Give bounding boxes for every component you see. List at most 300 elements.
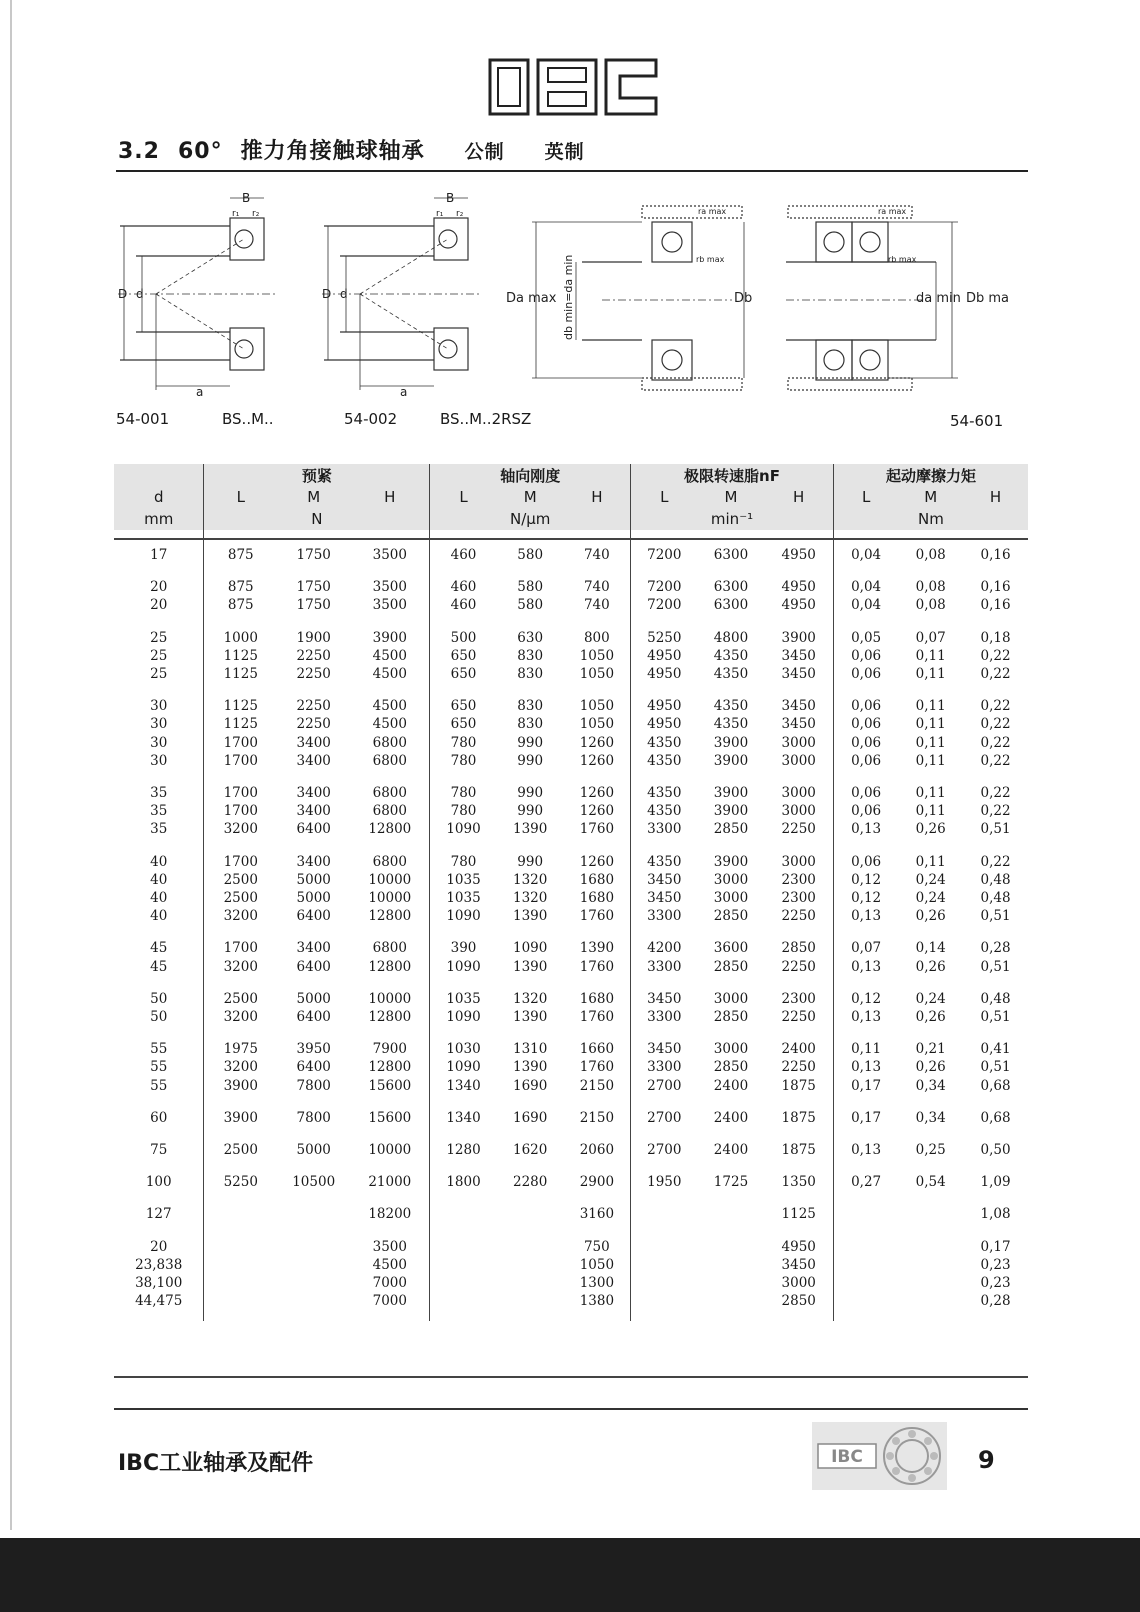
table-cell: 0,23 [980, 1275, 1011, 1292]
table-cell: 0,41 [980, 1041, 1011, 1058]
fig1-code: 54-001 [116, 410, 170, 428]
table-cell: 390 [430, 925, 497, 957]
table-cell [698, 1292, 765, 1320]
header-M: M [497, 486, 564, 508]
header-d: d [114, 486, 204, 508]
table-cell: 0,51 [980, 908, 1011, 925]
table-cell: 1700 [204, 802, 277, 820]
table-cell: 6400 [296, 821, 331, 838]
table-cell: 1030 [430, 1026, 497, 1058]
header-L: L [204, 486, 277, 508]
cell-d: 55 [150, 1041, 168, 1058]
table-cell [898, 1191, 963, 1223]
table-cell: 0,04 [833, 564, 898, 596]
table-cell [430, 1191, 497, 1223]
header-row-group [114, 464, 1028, 486]
table-cell: 6400 [296, 958, 331, 975]
table-cell: 0,11 [833, 1026, 898, 1058]
table-cell: 0,06 [833, 683, 898, 715]
table-cell: 0,06 [833, 802, 898, 820]
table-cell: 740 [583, 579, 610, 596]
table-cell: 4800 [713, 629, 749, 646]
table-cell: 12800 [368, 958, 412, 975]
table-cell: 2250 [296, 647, 331, 664]
cell-d: 25 [150, 629, 168, 646]
table-cell: 2250 [296, 716, 331, 733]
table-row [114, 1292, 1028, 1320]
table-cell: 1690 [513, 1109, 548, 1126]
table-row [114, 665, 1028, 683]
table-cell: 0,22 [980, 853, 1011, 870]
table-cell: 2400 [713, 1109, 749, 1126]
table-cell: 0,11 [915, 752, 946, 769]
table-cell: 6300 [713, 547, 749, 563]
header-axial-stiffness: 轴向刚度 [430, 464, 631, 486]
cell-d: 50 [150, 990, 168, 1007]
table-cell: 3900 [713, 734, 749, 751]
label-B: B [446, 191, 455, 205]
table-cell: 2850 [713, 908, 749, 925]
table-cell: 1090 [430, 907, 497, 925]
table-row [114, 715, 1028, 733]
table-cell: 3000 [781, 785, 816, 802]
table-cell: 0,48 [980, 890, 1011, 907]
table-cell [833, 1224, 898, 1256]
table-row [114, 1274, 1028, 1292]
table-cell: 1090 [430, 958, 497, 976]
table-cell: 0,11 [915, 716, 946, 733]
table-cell [204, 1292, 277, 1320]
table-cell: 2060 [579, 1142, 615, 1159]
label-a: a [196, 385, 204, 399]
table-cell: 1390 [513, 821, 548, 838]
fig2-code: 54-002 [344, 410, 398, 428]
table-cell: 3500 [372, 579, 407, 596]
table-cell: 4950 [631, 683, 698, 715]
table-cell: 0,07 [915, 629, 946, 646]
table-cell [631, 1292, 698, 1320]
table-cell: 0,51 [980, 958, 1011, 975]
label-d: d [136, 287, 144, 301]
table-cell: 6800 [372, 734, 407, 751]
table-cell: 2850 [781, 940, 816, 957]
table-cell: 0,13 [833, 1127, 898, 1159]
table-cell: 2500 [204, 976, 277, 1008]
table-cell: 6300 [713, 579, 749, 596]
table-cell: 2500 [204, 889, 277, 907]
table-cell: 1035 [430, 889, 497, 907]
table-cell: 2850 [713, 821, 749, 838]
cell-d: 30 [150, 716, 168, 733]
table-cell: 15600 [368, 1109, 412, 1126]
table-cell: 7800 [296, 1077, 331, 1094]
section-title [118, 134, 603, 165]
header-M: M [277, 486, 350, 508]
table-cell: 6800 [372, 752, 407, 769]
table-cell: 3450 [631, 871, 698, 889]
table-cell: 1050 [579, 666, 615, 683]
table-cell: 1875 [781, 1077, 816, 1094]
table-cell: 1090 [430, 1008, 497, 1026]
table-cell: 460 [430, 530, 497, 564]
table-cell: 3300 [631, 907, 698, 925]
label-r2: r₂ [252, 209, 260, 219]
table-cell: 10000 [368, 1142, 412, 1159]
table-cell: 0,14 [915, 940, 946, 957]
ibc-logo [488, 56, 658, 118]
table-cell: 0,22 [980, 716, 1011, 733]
header-M: M [898, 486, 963, 508]
table-cell: 1690 [513, 1077, 548, 1094]
table-cell: 0,28 [980, 1293, 1011, 1310]
cell-d: 20 [150, 1238, 168, 1255]
table-cell: 0,16 [980, 597, 1011, 614]
table-cell: 830 [517, 716, 544, 733]
cell-d: 30 [150, 734, 168, 751]
table-row [114, 889, 1028, 907]
table-cell: 0,17 [833, 1077, 898, 1095]
table-cell: 6400 [296, 1059, 331, 1076]
table-cell: 7000 [372, 1293, 407, 1310]
header-friction-torque: 起动摩擦力矩 [833, 464, 1028, 486]
table-cell: 1750 [296, 547, 331, 563]
table-row [114, 1256, 1028, 1274]
table-cell: 4500 [372, 647, 407, 664]
table-cell: 780 [430, 802, 497, 820]
table-cell: 1090 [430, 820, 497, 838]
header-H: H [764, 486, 833, 508]
scan-edge [10, 0, 12, 1530]
table-cell: 3450 [781, 716, 816, 733]
table-cell: 990 [517, 785, 544, 802]
table-cell: 1390 [513, 1009, 548, 1026]
header-H: H [963, 486, 1028, 508]
table-cell: 1340 [430, 1095, 497, 1127]
section-angle: 60° [177, 139, 223, 164]
table-cell: 0,28 [980, 940, 1011, 957]
table-cell [277, 1224, 350, 1256]
header-H: H [350, 486, 430, 508]
table-cell: 4500 [372, 716, 407, 733]
table-cell: 875 [204, 530, 277, 564]
label-d: d [340, 287, 348, 301]
table-cell: 3400 [296, 940, 331, 957]
header-unit-torque: Nm [833, 508, 1028, 530]
table-cell: 0,22 [980, 647, 1011, 664]
cell-d: 25 [150, 647, 168, 664]
cell-d: 100 [145, 1174, 172, 1191]
table-cell: 3900 [204, 1077, 277, 1095]
table-cell: 3900 [204, 1095, 277, 1127]
label-r1: r₁ [232, 209, 240, 219]
table-cell: 2250 [781, 1009, 816, 1026]
table-cell: 0,17 [833, 1095, 898, 1127]
table-cell: 500 [430, 615, 497, 647]
table-cell: 6800 [372, 853, 407, 870]
table-cell: 1750 [296, 579, 331, 596]
table-row [114, 802, 1028, 820]
table-cell: 650 [430, 683, 497, 715]
table-cell: 3200 [204, 907, 277, 925]
section-number: 3.2 [118, 139, 160, 164]
cell-d: 55 [150, 1059, 168, 1076]
table-row [114, 683, 1028, 715]
table-cell: 2850 [781, 1293, 816, 1310]
header-L: L [833, 486, 898, 508]
table-cell: 1300 [579, 1275, 615, 1292]
table-cell: 1035 [430, 871, 497, 889]
cell-d: 55 [150, 1077, 168, 1094]
table-cell: 0,51 [980, 821, 1011, 838]
label-B: B [242, 191, 251, 205]
table-cell: 12800 [368, 821, 412, 838]
table-cell: 2250 [296, 666, 331, 683]
label-ra-max: ra max [698, 207, 727, 216]
table-cell: 4350 [713, 666, 749, 683]
table-cell: 740 [583, 547, 610, 563]
table-row [114, 1095, 1028, 1127]
table-cell: 1760 [579, 958, 615, 975]
header-row-sub [114, 486, 1028, 508]
table-cell: 0,11 [915, 853, 946, 870]
table-cell: 0,06 [833, 839, 898, 871]
table-cell: 830 [517, 698, 544, 715]
table-row [114, 1191, 1028, 1223]
table-cell: 1620 [513, 1142, 548, 1159]
table-cell: 1260 [579, 803, 615, 820]
bearing-drawing-54-002 [322, 190, 482, 400]
cell-d: 38,100 [135, 1275, 183, 1292]
metric-label: 公制 [464, 141, 505, 163]
table-cell [277, 1256, 350, 1274]
table-cell: 650 [430, 647, 497, 665]
table-cell: 0,24 [915, 990, 946, 1007]
table-cell: 2850 [713, 1009, 749, 1026]
section-heading: 推力角接触球轴承 [240, 139, 425, 164]
table-cell: 990 [517, 734, 544, 751]
table-cell: 6800 [372, 785, 407, 802]
table-cell: 0,06 [833, 734, 898, 752]
table-cell: 6400 [296, 908, 331, 925]
table-row [114, 530, 1028, 564]
header-unit-N: N [204, 508, 430, 530]
table-cell: 1390 [513, 958, 548, 975]
label-db-min: db min=da min [562, 254, 575, 340]
bearing-drawing-54-001 [118, 190, 278, 400]
table-cell: 0,13 [833, 958, 898, 976]
table-cell: 3400 [296, 853, 331, 870]
cell-d: 45 [150, 958, 168, 975]
cell-d: 44,475 [135, 1293, 183, 1310]
header-speed-limit: 极限转速脂nF [631, 464, 834, 486]
imperial-label: 英制 [544, 141, 585, 163]
mounting-drawing-single [506, 200, 762, 400]
table-cell: 3900 [713, 785, 749, 802]
table-cell: 2150 [579, 1077, 615, 1094]
header-H: H [564, 486, 631, 508]
table-cell: 3300 [631, 1058, 698, 1076]
cell-d: 20 [150, 579, 168, 596]
cell-d: 127 [145, 1206, 172, 1223]
cell-d: 40 [150, 890, 168, 907]
table-cell: 4950 [781, 597, 816, 614]
table-cell: 3600 [713, 940, 749, 957]
fig1-type: BS..M.. [222, 410, 274, 428]
table-cell: 1090 [513, 940, 548, 957]
label-rb-max: rb max [696, 255, 725, 264]
table-cell: 3900 [713, 853, 749, 870]
table-cell: 1660 [579, 1041, 615, 1058]
table-row [114, 1127, 1028, 1159]
table-cell: 3000 [713, 1041, 749, 1058]
table-cell: 1350 [781, 1174, 816, 1191]
table-cell: 0,23 [980, 1256, 1011, 1273]
table-cell: 1760 [579, 821, 615, 838]
table-row [114, 839, 1028, 871]
table-row [114, 596, 1028, 614]
table-cell: 1390 [513, 908, 548, 925]
table-cell: 4500 [372, 666, 407, 683]
table-cell: 0,13 [833, 907, 898, 925]
table-cell: 460 [430, 564, 497, 596]
header-preload: 预紧 [204, 464, 430, 486]
table-cell: 3450 [631, 889, 698, 907]
table-cell: 3000 [781, 803, 816, 820]
table-cell: 3200 [204, 1058, 277, 1076]
table-cell: 3200 [204, 958, 277, 976]
table-cell: 0,51 [980, 1059, 1011, 1076]
header-divider [114, 538, 1028, 540]
table-cell: 0,12 [833, 976, 898, 1008]
table-cell: 2850 [713, 1059, 749, 1076]
table-cell: 7000 [372, 1275, 407, 1292]
cell-d: 35 [150, 785, 168, 802]
table-cell: 0,06 [833, 665, 898, 683]
table-cell: 2250 [781, 821, 816, 838]
fig2-type: BS..M..2RSZ [440, 410, 532, 428]
table-cell: 1725 [713, 1174, 749, 1191]
table-cell: 3900 [372, 629, 407, 646]
cell-d: 30 [150, 698, 168, 715]
table-cell: 0,18 [980, 629, 1011, 646]
label-Db: Db [734, 291, 753, 306]
table-cell: 1125 [204, 665, 277, 683]
table-row [114, 1077, 1028, 1095]
cell-d: 35 [150, 803, 168, 820]
table-cell: 0,51 [980, 1009, 1011, 1026]
table-cell: 4350 [631, 770, 698, 802]
table-cell: 0,22 [980, 666, 1011, 683]
table-cell: 3160 [579, 1206, 615, 1223]
table-cell [698, 1274, 765, 1292]
table-row [114, 976, 1028, 1008]
table-cell: 4350 [713, 647, 749, 664]
cell-d: 75 [150, 1142, 168, 1159]
table-cell: 800 [583, 629, 610, 646]
cell-d: 35 [150, 821, 168, 838]
table-cell: 2400 [713, 1142, 749, 1159]
table-cell: 3000 [713, 871, 749, 888]
bearing-data-table [114, 464, 1028, 1321]
table-cell: 3400 [296, 785, 331, 802]
table-cell: 2500 [204, 871, 277, 889]
table-cell: 5250 [204, 1159, 277, 1191]
table-cell: 0,50 [980, 1142, 1011, 1159]
table-cell [898, 1274, 963, 1292]
table-cell: 3450 [781, 666, 816, 683]
table-cell: 0,12 [833, 889, 898, 907]
table-cell: 0,68 [980, 1109, 1011, 1126]
cell-d: 50 [150, 1009, 168, 1026]
table-cell [698, 1191, 765, 1223]
table-cell [898, 1256, 963, 1274]
table-cell: 5000 [296, 871, 331, 888]
table-cell [497, 1292, 564, 1320]
table-cell: 12800 [368, 908, 412, 925]
table-cell: 6800 [372, 940, 407, 957]
table-cell: 0,13 [833, 1008, 898, 1026]
cell-d: 30 [150, 752, 168, 769]
table-cell: 0,17 [980, 1238, 1011, 1255]
table-cell: 1260 [579, 853, 615, 870]
table-cell: 1750 [296, 597, 331, 614]
mounting-drawing-paired [786, 200, 1026, 400]
table-cell: 2400 [781, 1041, 816, 1058]
table-cell [497, 1191, 564, 1223]
table-cell: 0,16 [980, 579, 1011, 596]
table-cell: 780 [430, 770, 497, 802]
table-cell: 12800 [368, 1009, 412, 1026]
header-M: M [698, 486, 765, 508]
table-cell: 1875 [781, 1109, 816, 1126]
table-row [114, 958, 1028, 976]
table-cell: 0,22 [980, 785, 1011, 802]
footer-logo-text: IBC [831, 1447, 863, 1467]
table-cell [204, 1274, 277, 1292]
table-cell: 4350 [631, 752, 698, 770]
table-cell: 1,09 [980, 1174, 1011, 1191]
table-cell: 0,34 [915, 1077, 946, 1094]
table-cell [698, 1256, 765, 1274]
table-cell: 1320 [513, 890, 548, 907]
table-cell: 10000 [368, 890, 412, 907]
page-number: 9 [978, 1446, 995, 1474]
table-cell: 2700 [631, 1095, 698, 1127]
table-cell: 2700 [631, 1077, 698, 1095]
table-cell: 3000 [781, 853, 816, 870]
footer-ibc-bearing-logo [812, 1422, 947, 1490]
table-cell: 0,16 [980, 547, 1011, 563]
label-da-min: da min [916, 291, 961, 306]
table-cell: 650 [430, 715, 497, 733]
cell-d: 25 [150, 666, 168, 683]
table-cell: 2300 [781, 871, 816, 888]
table-bottom-rule [114, 1376, 1028, 1378]
header-empty [114, 464, 204, 486]
table-cell [204, 1191, 277, 1223]
table-cell: 0,06 [833, 647, 898, 665]
table-row [114, 1224, 1028, 1256]
table-cell [497, 1256, 564, 1274]
table-cell: 15600 [368, 1077, 412, 1094]
table-cell: 780 [430, 752, 497, 770]
table-cell: 12800 [368, 1059, 412, 1076]
table-cell: 990 [517, 752, 544, 769]
table-cell: 875 [204, 596, 277, 614]
table-cell: 0,22 [980, 734, 1011, 751]
table-cell: 0,08 [915, 597, 946, 614]
cell-d: 45 [150, 940, 168, 957]
